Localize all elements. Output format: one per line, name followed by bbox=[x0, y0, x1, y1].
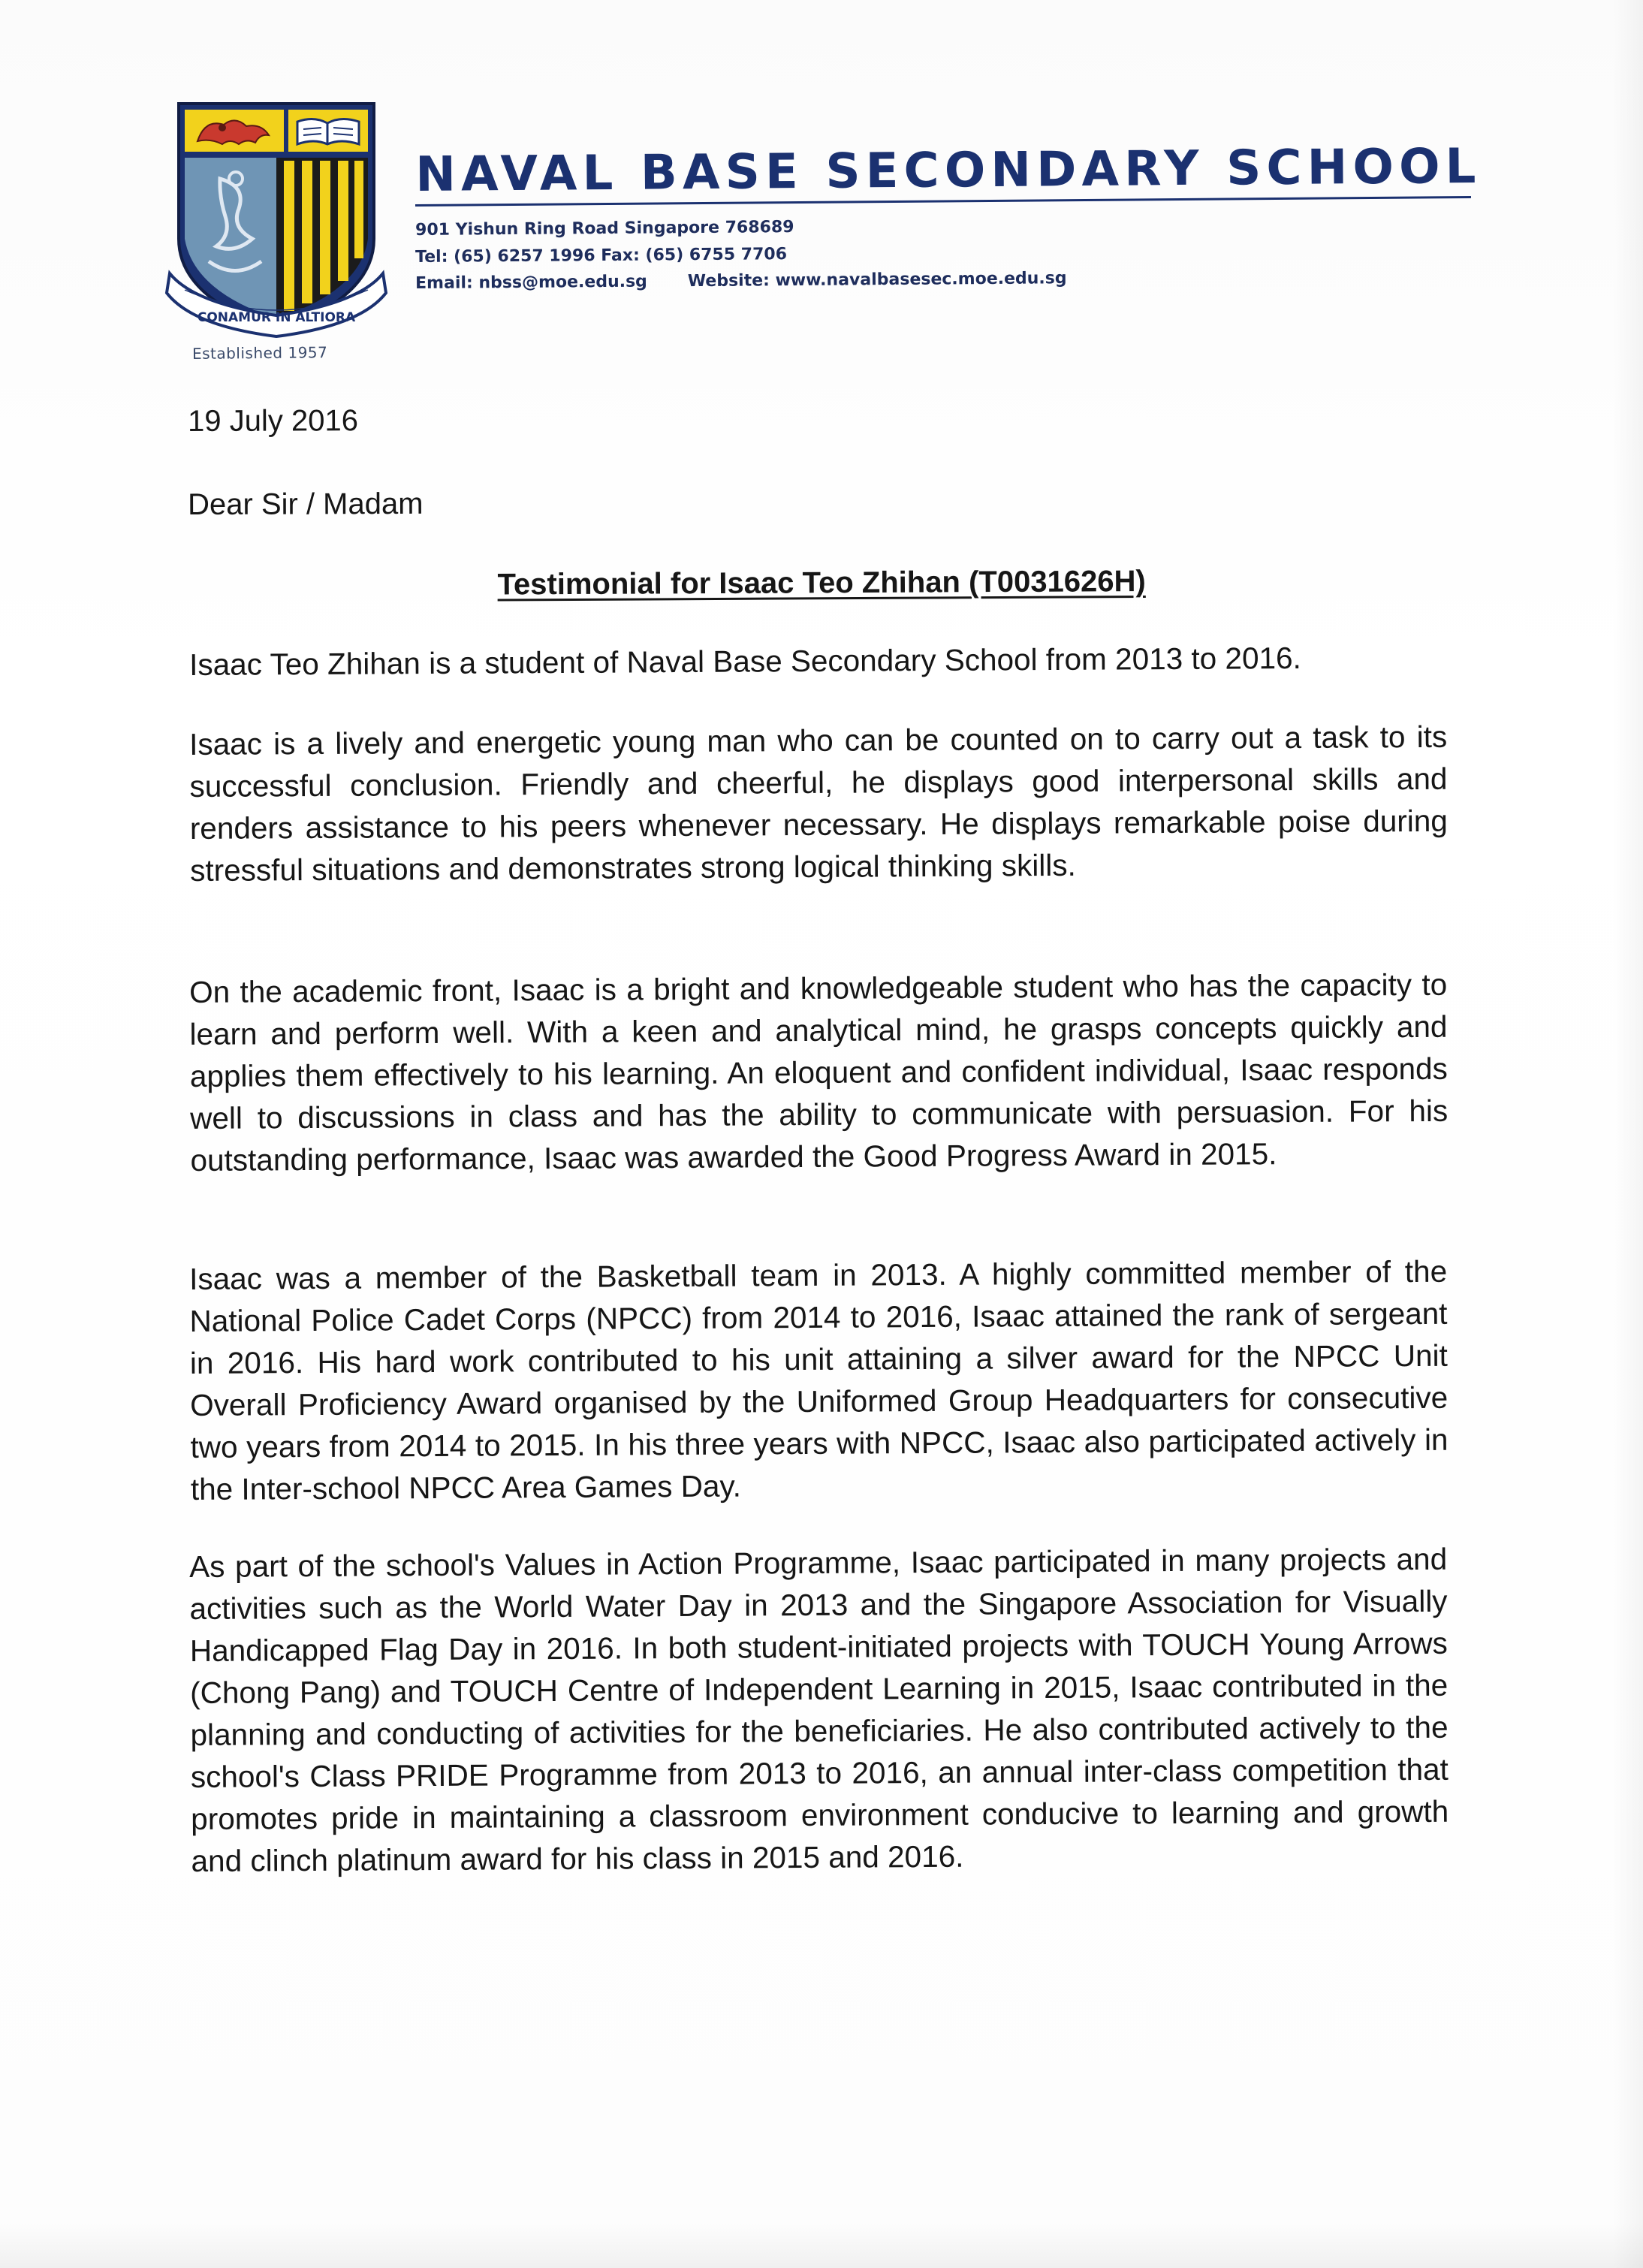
letter-date: 19 July 2016 bbox=[188, 404, 359, 438]
paper-bottom-shade bbox=[0, 2223, 1643, 2268]
paragraph-intro: Isaac Teo Zhihan is a student of Naval Base Secondary School from 2013 to 2016. bbox=[189, 640, 1301, 682]
paragraph-values-in-action: As part of the school's Values in Action Programme, Isaac participated in many projects and activities such as the World Water Day in 2013 and the Singapore Association for Visually Handicapped Flag Day in 2016. In both student-initiated projects with TOUCH Young Arrows (Chong Pang) and TOUCH Centre of Independent Learning in 2015, Isaac contributed in the planning and conducting of activities for the beneficiaries. He also contributed actively to the school's Class PRIDE Programme from 2013 to 2016, an annual inter-class competition that promotes pride in maintaining a classroom environment conducive to learning and growth and clinch platinum award for his class in 2015 and 2016. bbox=[189, 1541, 1449, 1878]
school-website[interactable]: Website: www.navalbasesec.moe.edu.sg bbox=[687, 269, 1067, 291]
letter-subject: Testimonial for Isaac Teo Zhihan (T0031626H) bbox=[497, 565, 1146, 602]
paper-edge-shade bbox=[1613, 0, 1643, 2268]
school-email[interactable]: Email: nbss@moe.edu.sg bbox=[415, 272, 647, 293]
letter-salutation: Dear Sir / Madam bbox=[188, 487, 424, 521]
crest-motto: CONAMUR IN ALTIORA bbox=[197, 310, 356, 325]
school-contact-line bbox=[415, 269, 1067, 293]
school-name: NAVAL BASE SECONDARY SCHOOL bbox=[415, 138, 1482, 203]
school-address: 901 Yishun Ring Road Singapore 768689 bbox=[415, 218, 794, 240]
paragraph-cca: Isaac was a member of the Basketball team in 2013. A highly committed member of the National Police Cadet Corps (NPCC) from 2014 to 2016, Isaac attained the rank of sergeant in 2016. His hard work contributed to his unit attaining a silver award for the NPCC Unit Overall Proficiency Award organised by the Uniformed Group Headquarters for consecutive two years from 2014 to 2015. In his three years with NPCC, Isaac also participated actively in the Inter-school NPCC Area Games Day. bbox=[189, 1253, 1449, 1506]
school-crest-icon bbox=[164, 96, 389, 344]
paragraph-character: Isaac is a lively and energetic young man who can be counted on to carry out a task to its successful conclusion. Friendly and cheerful, he displays good interpersonal skills and renders assistance to his peers whenever necessary. He displays remarkable poise during stressful situations and demonstrates strong logical thinking skills. bbox=[189, 719, 1448, 888]
established-year: Established 1957 bbox=[191, 343, 328, 363]
school-tel-fax: Tel: (65) 6257 1996 Fax: (65) 6755 7706 bbox=[415, 245, 788, 267]
paragraph-academic: On the academic front, Isaac is a bright and knowledgeable student who has the capacity to learn and perform well. With a keen and analytical mind, he grasps concepts quickly and applies them effectively to his learning. An eloquent and confident individual, Isaac responds well to discussions in class and has the ability to communicate with persuasion. For his outstanding performance, Isaac was awarded the Good Progress Award in 2015. bbox=[189, 967, 1449, 1178]
